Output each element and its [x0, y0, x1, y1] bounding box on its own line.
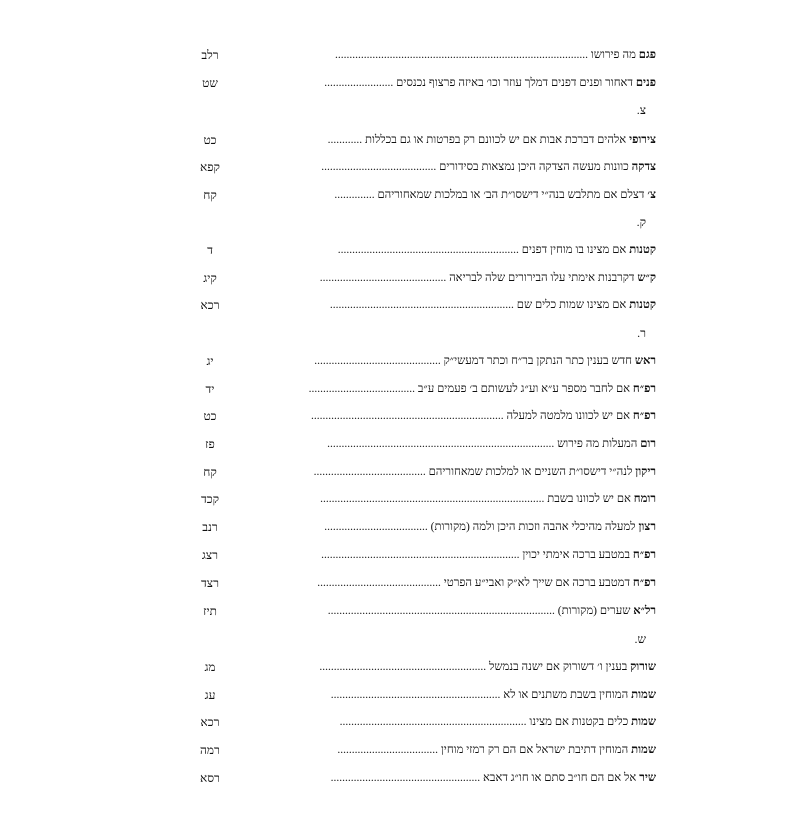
index-entry: [190, 712, 656, 732]
page-number: רכא: [200, 298, 220, 312]
entry-text: [319, 657, 656, 677]
dot-leader: .......................................: [313, 466, 429, 478]
entry-description: לנה״י דישסו״ת השניים או למלכות שמאחוריהם: [428, 466, 636, 478]
entry-description: שערים (מקורות): [557, 605, 634, 617]
index-entry: [190, 379, 656, 399]
entry-text: [331, 685, 656, 705]
entry-description: אם לחבר מספר ע״א וע״ג לעשותם ב׳ פעמים ע״ב: [417, 383, 633, 395]
dot-leader: ...................................: [337, 744, 441, 756]
dot-leader: ............: [327, 134, 365, 146]
dot-leader: .....................................................................: [321, 549, 523, 561]
entry-term: צירופי: [629, 134, 656, 146]
index-entry: [190, 740, 656, 760]
dot-leader: ........................: [324, 77, 397, 89]
entry-text: [309, 379, 656, 399]
index-entry: [190, 45, 656, 65]
dot-leader: ...............................................................................: [327, 438, 558, 450]
entry-description: בענין ו׳ דשורוק אם ישנה בנמשל: [489, 661, 631, 673]
page-number: רסא: [200, 771, 220, 785]
entry-description: כלים בקטנות אם מצינו: [529, 716, 632, 728]
index-entry: [190, 406, 656, 426]
entry-term: שמות: [631, 744, 656, 756]
entry-description: אם יש לכוונו בשבת: [547, 493, 634, 505]
page-number: קכד: [200, 492, 220, 506]
dot-leader: ...........................................: [317, 577, 444, 589]
entry-text: [335, 45, 656, 65]
page-number: תיז: [203, 604, 217, 618]
entry-text: [321, 157, 656, 177]
entry-term: שמות: [631, 689, 656, 701]
index-entry: [190, 657, 656, 677]
entry-text: [314, 351, 656, 371]
entry-description: דקרבנות אימתי עלו הבירורים שלה לבריאה: [449, 272, 638, 284]
entry-term: רפ״ח: [632, 549, 656, 561]
entry-text: [317, 573, 656, 593]
entry-description: אלהים דברכת אבות אם יש לכוונם רק בפרטות או גם בכללות: [364, 134, 630, 146]
entry-term: שמות: [631, 716, 656, 728]
dot-leader: ..........................................................: [319, 661, 489, 673]
entry-text: [337, 740, 656, 760]
page-number: ד: [207, 243, 213, 257]
entry-term: ריקון: [635, 466, 656, 478]
entry-term: פנים: [635, 77, 656, 89]
entry-text: [334, 185, 656, 205]
entry-description: המוחין בשבת משתנים או לא: [503, 689, 632, 701]
dot-leader: ................................................................: [329, 299, 517, 311]
dot-leader: ....................................................: [330, 772, 484, 784]
entry-description: למעלה מהיכלי אהבה וזכות היכן ולמה (מקורות): [430, 521, 639, 533]
dot-leader: ...........................................................: [330, 689, 504, 701]
index-entry: [190, 268, 656, 288]
entry-text: [320, 268, 656, 288]
entry-description: אם מצינו בו מוחין דפנים: [521, 244, 630, 256]
page-number: רנב: [202, 520, 218, 534]
entry-term: רפ״ח: [632, 410, 656, 422]
entry-text: [331, 768, 656, 788]
dot-leader: .................................................................: [339, 716, 530, 728]
entry-description: דאחור ופנים דפנים דמלך עוזר וכו׳ באיזה פרצוף נכנסים: [396, 77, 636, 89]
entry-description: אל אם הם חו״ב סתם או חו״ג דאבא: [483, 772, 640, 784]
dot-leader: ...............................................................: [337, 244, 522, 256]
index-entry: [190, 130, 656, 150]
entry-text: [338, 240, 656, 260]
entry-text: [324, 73, 656, 93]
entry-description: דצלם אם מתלבש בנה״י דישסו״ת הב׳ או במלכות שמאחוריהם: [377, 189, 648, 201]
index-entry: [190, 601, 656, 621]
entry-term: קטנות: [629, 299, 656, 311]
entry-description: במטבע ברכה אימתי יכוין: [522, 549, 633, 561]
page-number: רצד: [201, 576, 219, 590]
entry-description: המעלות מה פירוש: [557, 438, 641, 450]
entry-text: [314, 462, 656, 482]
entry-description: אם מצינו שמות כלים שם: [516, 299, 630, 311]
entry-term: צדקה: [631, 161, 656, 173]
entry-description: אם יש לכוונו מלמטה למעלה: [506, 410, 633, 422]
dot-leader: ...............................................................................: [327, 605, 558, 617]
entry-text: [330, 295, 656, 315]
entry-description: המוחין דתיבת ישראל אם הם רק רמזי מוחין: [440, 744, 632, 756]
entry-term: שיר: [639, 772, 656, 784]
page-number: רמה: [200, 743, 220, 757]
dot-leader: ............................................: [314, 355, 444, 367]
entry-term: רפ״ח: [632, 383, 656, 395]
page-number: כט: [203, 409, 217, 423]
page-number: כט: [203, 133, 217, 147]
index-entry: [190, 462, 656, 482]
index-entry: [190, 157, 656, 177]
dot-leader: ............................................: [319, 272, 450, 284]
entry-text: [328, 601, 656, 621]
index-entry: [190, 489, 656, 509]
page-number: רצג: [201, 548, 219, 562]
page-number: קח: [203, 465, 217, 479]
index-entry: [190, 73, 656, 93]
section-letter: ש.: [634, 632, 646, 646]
entry-description: דמטבע ברכה אם שייך לא״ק ואבי״ע הפרטי: [443, 577, 633, 589]
entry-term: רפ״ח: [632, 577, 656, 589]
entry-term: ק״ש: [637, 272, 656, 284]
entry-term: ראש: [634, 355, 656, 367]
section-letter: צ.: [636, 103, 646, 117]
dot-leader: ........................................: [321, 161, 440, 173]
page-number: רכא: [200, 715, 220, 729]
entry-term: צ׳: [647, 189, 656, 201]
page-number: שט: [202, 76, 218, 90]
entry-text: [320, 489, 656, 509]
page-number: רלב: [201, 48, 219, 62]
entry-description: כוונות מעשה הצדקה היכן נמצאות בסידורים: [439, 161, 632, 173]
index-entry: [190, 545, 656, 565]
page-number: קיג: [203, 271, 217, 285]
entry-text: [328, 130, 656, 150]
dot-leader: ...................................................................: [310, 410, 507, 422]
page-number: יד: [205, 382, 215, 396]
dot-leader: ....................................: [324, 521, 431, 533]
entry-term: פגם: [638, 49, 656, 61]
index-entry: [190, 185, 656, 205]
entry-text: [340, 712, 656, 732]
dot-leader: ..............: [334, 189, 378, 201]
section-letter: ר.: [637, 326, 646, 340]
index-entry: [190, 517, 656, 537]
entry-term: קטנות: [629, 244, 656, 256]
entry-description: חדש בענין כתר הנתקן בר״ח וכתר דמעשי״ק: [443, 355, 635, 367]
index-entry: [190, 573, 656, 593]
entry-term: שורוק: [630, 661, 656, 673]
dot-leader: .....................................: [308, 383, 418, 395]
section-letter: ק.: [636, 215, 646, 229]
entry-term: רצון: [638, 521, 656, 533]
entry-description: מה פירושו: [590, 49, 639, 61]
entry-text: [311, 406, 656, 426]
dot-leader: ........................................................................................: [334, 49, 591, 61]
entry-text: [324, 517, 656, 537]
entry-text: [321, 545, 656, 565]
entry-term: רום: [640, 438, 656, 450]
page-number: קח: [203, 188, 217, 202]
index-entry: [190, 295, 656, 315]
entry-term: רומח: [633, 493, 656, 505]
index-entry: [190, 351, 656, 371]
index-entry: [190, 768, 656, 788]
page-number: יג: [206, 354, 214, 368]
index-entry: [190, 685, 656, 705]
page-number: עג: [204, 688, 216, 702]
entry-term: רל״א: [633, 605, 656, 617]
page-number: קפא: [200, 160, 220, 174]
index-entry: [190, 240, 656, 260]
dot-leader: ..............................................................................: [320, 493, 548, 505]
entry-text: [327, 434, 656, 454]
page-number: מג: [204, 660, 216, 674]
page-number: פז: [205, 437, 215, 451]
index-entry: [190, 434, 656, 454]
